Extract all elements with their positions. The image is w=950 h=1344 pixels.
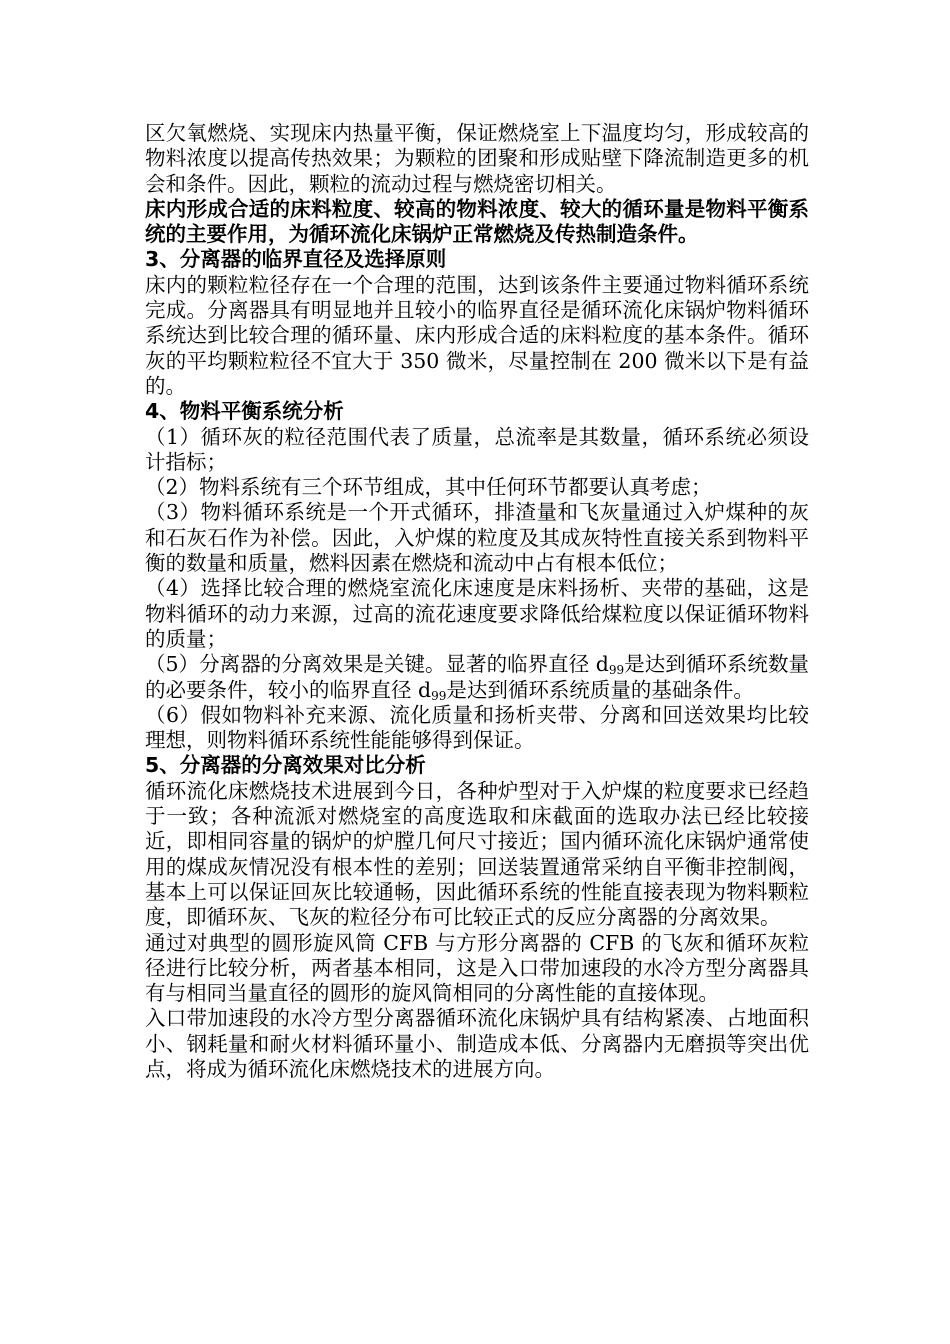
- paragraph-critical-diameter: 床内的颗粒粒径存在一个合理的范围，达到该条件主要通过物料循环系统完成。分离器具有明显地并且较小的临界直径是循环流化床锅炉物料循环系统达到比较合理的循环量、床内形成合适的床料粒度的基本条件。循环灰的平均颗粒粒径不宜大于 350 微米，尽量控制在 200 微米以下是有益的。: [145, 272, 809, 398]
- list-item-5-part-a: （5）分离器的分离效果是关键。显著的临界直径 d: [145, 652, 609, 677]
- list-item-1: （1）循环灰的粒径范围代表了质量，总流率是其数量，循环系统必须设计指标；: [145, 424, 809, 474]
- list-item-3: （3）物料循环系统是一个开式循环，排渣量和飞灰量通过入炉煤种的灰和石灰石作为补偿。因此，入炉煤的粒度及其成灰特性直接关系到物料平衡的数量和质量，燃料因素在燃烧和流动中占有根本低位；: [145, 500, 809, 576]
- list-item-5-part-b: 是达到循环系统数量的必要条件，较小的临界直径 d: [145, 652, 809, 702]
- subscript-99: 99: [608, 663, 625, 678]
- paragraph-conclusion: 入口带加速段的水冷方型分离器循环流化床锅炉具有结构紧凑、占地面积小、钢耗量和耐火材料循环量小、制造成本低、分离器内无磨损等突出优点，将成为循环流化床燃烧技术的进展方向。: [145, 1006, 809, 1081]
- section-heading-3: 3、分离器的临界直径及选择原则: [145, 247, 447, 272]
- paragraph-bold-summary: 床内形成合适的床料粒度、较高的物料浓度、较大的循环量是物料平衡系统的主要作用，为循环流化床锅炉正常燃烧及传热制造条件。: [145, 196, 809, 247]
- list-item-5: [145, 652, 809, 703]
- paragraph-intro: 区欠氧燃烧、实现床内热量平衡，保证燃烧室上下温度均匀，形成较高的物料浓度以提高传热效果；为颗粒的团聚和形成贴壁下降流制造更多的机会和条件。因此，颗粒的流动过程与燃烧密切相关。: [145, 121, 809, 196]
- section-heading-4: 4、物料平衡系统分析: [145, 399, 344, 424]
- list-item-5-part-c: 是达到循环系统质量的基础条件。: [446, 677, 754, 702]
- list-item-4: （4）选择比较合理的燃烧室流化床速度是床料扬析、夹带的基础，这是物料循环的动力来源，过高的流花速度要求降低给煤粒度以保证循环物料的质量；: [145, 576, 809, 651]
- paragraph-comparison: 循环流化床燃烧技术进展到今日，各种炉型对于入炉煤的粒度要求已经趋于一致；各种流派对燃烧室的高度选取和床截面的选取办法已经比较接近，即相同容量的锅炉的炉膛几何尺寸接近；国内循环流化床锅炉通常使用的煤成灰情况没有根本性的差别；回送装置通常采纳自平衡非控制阀，基本上可以保证回灰比较通畅，因此循环系统的性能直接表现为物料颗粒度，即循环灰、飞灰的粒径分布可比较正式的反应分离器的分离效果。: [145, 778, 809, 930]
- subscript-99: 99: [431, 688, 447, 703]
- paragraph-cfb-comparison: 通过对典型的圆形旋风筒 CFB 与方形分离器的 CFB 的飞灰和循环灰粒径进行比较分析，两者基本相同，这是入口带加速段的水冷方型分离器具有与相同当量直径的圆形的旋风筒相同的分离性能的直接体现。: [145, 930, 809, 1006]
- section-heading-5: 5、分离器的分离效果对比分析: [145, 753, 426, 778]
- list-item-2: （2）物料系统有三个环节组成，其中任何环节都要认真考虑；: [145, 475, 712, 500]
- list-item-6: （6）假如物料补充来源、流化质量和扬析夹带、分离和回送效果均比较理想，则物料循环系统性能能够得到保证。: [145, 702, 809, 753]
- document-body: [145, 121, 809, 1082]
